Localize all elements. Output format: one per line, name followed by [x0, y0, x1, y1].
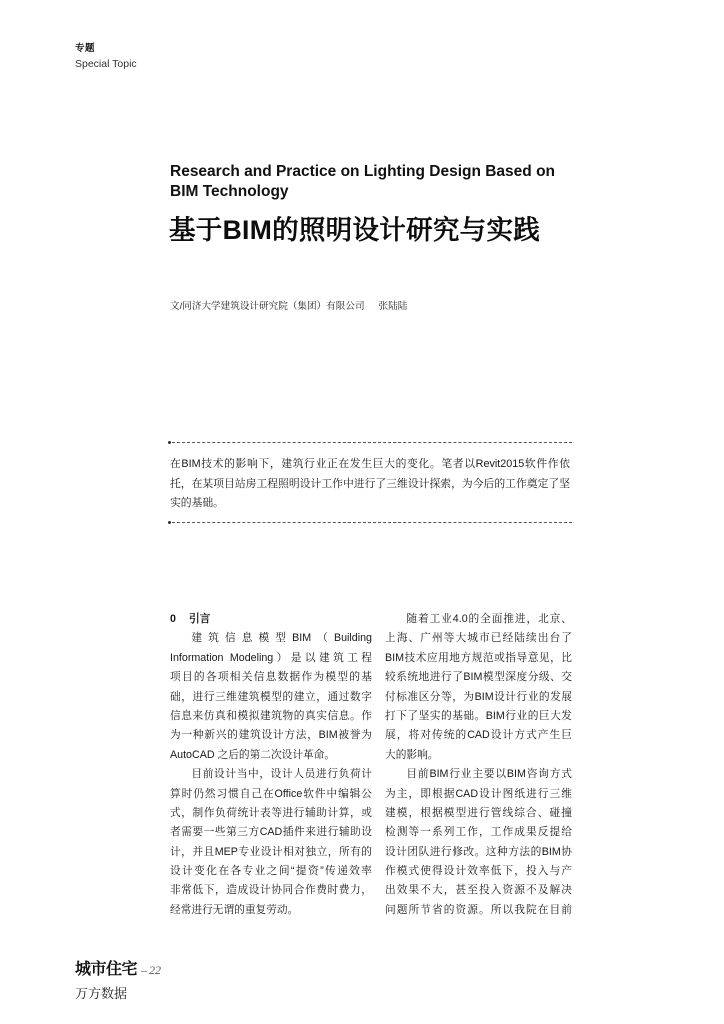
page-separator: –	[141, 963, 148, 977]
section-tag	[75, 43, 137, 71]
body-line: 付标准区分等，为BIM设计行业的发展	[385, 690, 572, 703]
body-line: 算时仍然习惯自己在Office软件中编辑公	[170, 787, 372, 800]
section-label-en: Special Topic	[75, 58, 137, 70]
section-title: 引言	[188, 613, 211, 625]
body-line: 较系统地进行了BIM模型深度分级、交	[385, 671, 572, 684]
body-line: 信息来仿真和模拟建筑物的真实信息。作	[170, 709, 372, 722]
body-line: 检测等一系列工作，工作成果反提给	[385, 826, 572, 839]
body-line: 项目的各项相关信息数据作为模型的基	[170, 671, 372, 684]
body-line: 设计团队进行修改。这种方法的BIM协	[385, 845, 572, 858]
abstract-bottom-divider	[172, 522, 572, 523]
page-number: 22	[149, 963, 162, 977]
body-line: 展，将对传统的CAD设计方式产生巨	[385, 729, 572, 742]
chinese-title: 基于BIM的照明设计研究与实践	[169, 215, 541, 245]
english-title	[170, 162, 555, 202]
body-line: 目前BIM行业主要以BIM咨询方式	[406, 768, 572, 781]
abstract	[170, 455, 570, 514]
body-line: AutoCAD 之后的第二次设计革命。	[170, 748, 336, 761]
abstract-line: 在BIM技术的影响下，建筑行业正在发生巨大的变化。笔者以Revit2015软件作依	[170, 458, 570, 470]
author-affiliation: 文/同济大学建筑设计研究院（集团）有限公司	[170, 301, 365, 312]
body-line: Information Modeling）是以建筑工程	[170, 651, 372, 664]
body-line: 非常低下，造成设计协同合作费时费力，	[170, 884, 372, 897]
body-line: 出效果不大，甚至投入资源不及解决	[385, 884, 572, 897]
body-line: 作模式使得设计效率低下，投入与产	[385, 865, 572, 878]
right-column	[385, 610, 572, 920]
body-line: 础，进行三维建筑模型的建立，通过数字	[170, 690, 372, 703]
body-line: 式，制作负荷统计表等进行辅助计算，或	[170, 806, 372, 819]
body-line: 建模，根据模型进行管线综合、碰撞	[385, 806, 572, 819]
abstract-top-divider	[172, 442, 572, 443]
author-name: 张陆陆	[378, 301, 408, 312]
body-line: 目前设计当中，设计人员进行负荷计	[191, 768, 372, 781]
body-line: 打下了坚实的基础。BIM行业的巨大发	[385, 709, 572, 722]
abstract-line: 托，在某项目站房工程照明设计工作中进行了三维设计探索，为今后的工作奠定了坚	[170, 477, 570, 490]
journal-name: 城市住宅	[75, 961, 138, 978]
byline	[170, 300, 407, 314]
body-line: 建筑信息模型BIM（Building	[191, 632, 372, 645]
body-line: 经常进行无谓的重复劳动。	[170, 903, 299, 916]
english-title-line: Research and Practice on Lighting Design Based on	[170, 163, 556, 180]
body-line: 为主，即根据CAD设计图纸进行三维	[385, 787, 572, 800]
page-folio	[75, 960, 161, 980]
body-line: 随着工业4.0的全面推进，北京、	[406, 613, 572, 625]
body-line: 设计变化在各专业之间“提资”传递效率	[170, 865, 372, 878]
abstract-line: 实的基础。	[170, 497, 224, 509]
english-title-line: BIM Technology	[170, 183, 289, 200]
section-heading	[170, 610, 372, 629]
section-label-cn: 专题	[75, 43, 96, 54]
body-line: 大的影响。	[385, 748, 439, 761]
body-line: 计，并且MEP专业设计相对独立，所有的	[170, 845, 372, 858]
body-line: BIM技术应用地方规范或指导意见，比	[385, 651, 572, 664]
body-line: 为一种新兴的建筑设计方法，BIM被誉为	[170, 729, 372, 742]
section-number: 0	[170, 613, 176, 625]
body-line: 上海、广州等大城市已经陆续出台了	[385, 632, 572, 645]
left-column	[170, 610, 372, 920]
body-line: 问题所节省的资源。所以我院在目前	[385, 903, 572, 916]
database-watermark: 万方数据	[75, 986, 128, 1001]
body-line: 者需要一些第三方CAD插件来进行辅助设	[170, 826, 372, 839]
